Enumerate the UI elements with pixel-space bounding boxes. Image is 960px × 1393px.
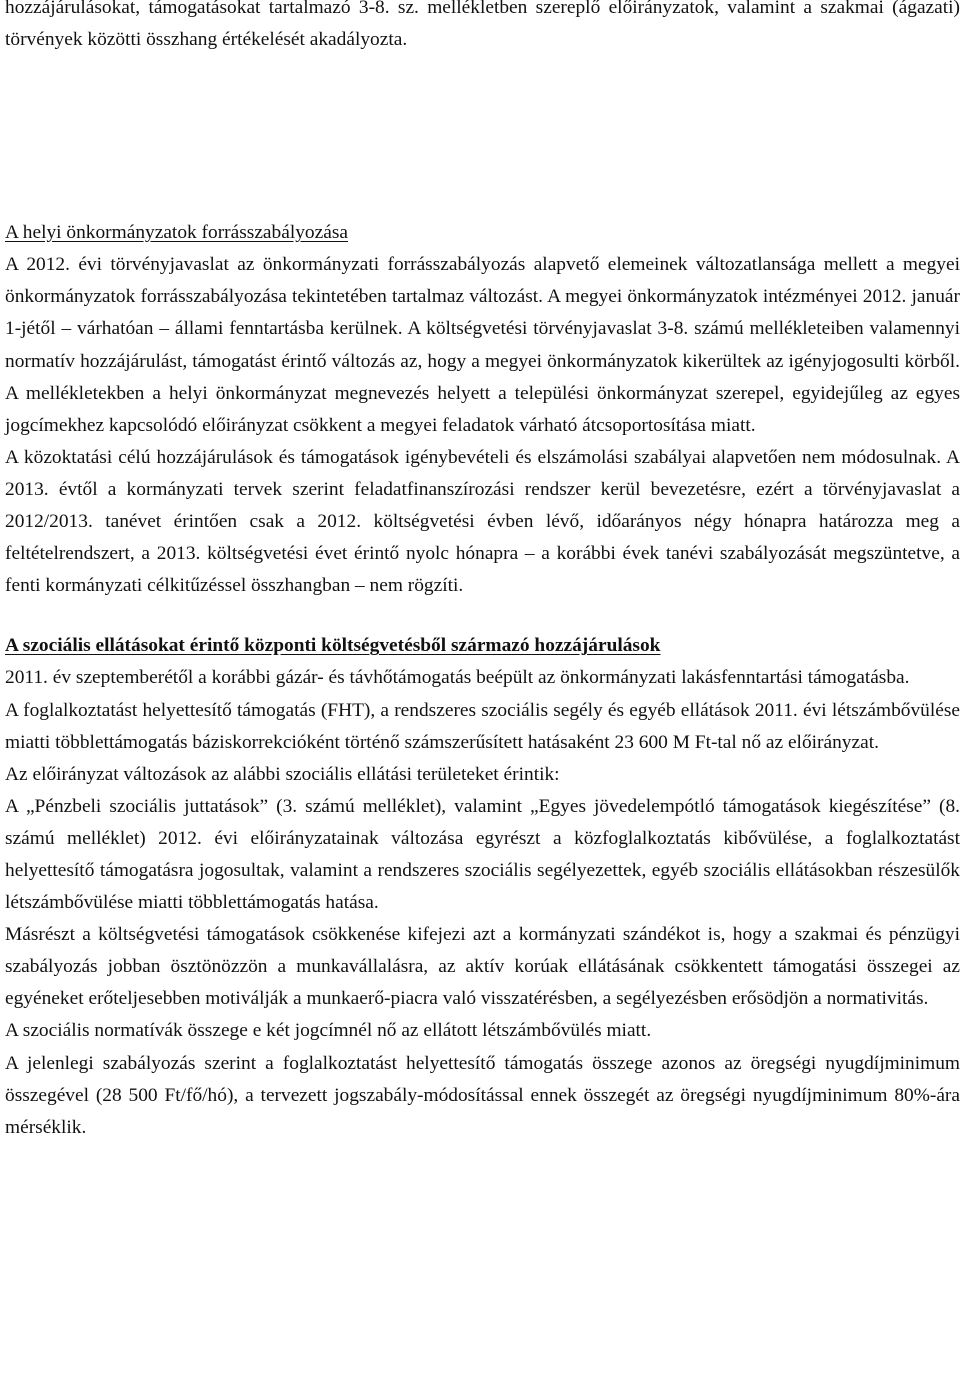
section-heading-local-government-funding: A helyi önkormányzatok forrásszabályozása	[5, 222, 348, 244]
paragraph-normative-amounts: A szociális normatívák összege e két jogcímnél nő az ellátott létszámbővülés miatt.	[5, 1020, 652, 1042]
paragraph-gas-heating-subsidy: 2011. év szeptemberétől a korábbi gázár- és távhőtámogatás beépült az önkormányzati lakásfenntartási támogatásba.	[5, 667, 910, 689]
section-heading-social-benefits: A szociális ellátásokat érintő központi költségvetésből származó hozzájárulások	[5, 635, 661, 657]
paragraph-intro-continuation: hozzájárulásokat, támogatásokat tartalmazó 3-8. sz. mellékletben szereplő előirányzatok, valamint a szakmai (ágazati) törvények közötti összhang értékelését akadályozta.	[5, 0, 960, 51]
paragraph-funding-changes: A 2012. évi törvényjavaslat az önkormányzati forrásszabályozás alapvető elemeinek változatlansága mellett a megyei önkormányzatok forrásszabályozása tekintetében tartalmaz változást. A megyei önkormányzatok intézményei 2012. január 1-jétől – várhatóan – állami fenntartásba kerülnek. A költségvetési törvényjavaslat 3-8. számú mellékleteiben valamennyi normatív hozzájárulást, támogatást érintő változás az, hogy a megyei önkormányzatok kikerültek az igényjogosulti körből. A mellékletekben a helyi önkormányzat megnevezés helyett a települési önkormányzat szerepel, egyidejűleg az egyes jogcímekhez kapcsolódó előirányzat csökkent a megyei feladatok várható átcsoportosítása miatt.	[5, 254, 960, 436]
paragraph-affected-areas: Az előirányzat változások az alábbi szociális ellátási területeket érintik:	[5, 763, 560, 785]
paragraph-education-contributions: A közoktatási célú hozzájárulások és támogatások igénybevételi és elszámolási szabályai alapvetően nem módosulnak. A 2013. évtől a kormányzati tervek szerint feladatfinanszírozási rendszer kerül bevezetésre, ezért a törvényjavaslat a 2012/2013. tanévet érintően csak a 2012. költségvetési évben lévő, időarányos négy hónapra határozza meg a feltételrendszert, a 2013. költségvetési évet érintő nyolc hónapra – a korábbi évek tanévi szabályozását megszüntetve, a fenti kormányzati célkitűzéssel összhangban – nem rögzíti.	[5, 446, 960, 597]
paragraph-current-regulation: A jelenlegi szabályozás szerint a foglalkoztatást helyettesítő támogatás összege azonos az öregségi nyugdíjminimum összegével (28 500 Ft/fő/hó), a tervezett jogszabály-módosítással ennek összegét az öregségi nyugdíjminimum 80%-ára mérséklik.	[5, 1052, 960, 1138]
section-gap	[5, 56, 960, 217]
section-gap	[5, 602, 960, 630]
paragraph-fht-allowance: A foglalkoztatást helyettesítő támogatás (FHT), a rendszeres szociális segély és egyéb ellátások 2011. évi létszámbővülése miatti többlettámogatás báziskorrekcióként történő számszerűsített hatásaként 23 600 M Ft-tal nő az előirányzat.	[5, 699, 960, 753]
paragraph-cash-benefits: A „Pénzbeli szociális juttatások” (3. számú melléklet), valamint „Egyes jövedelempótló támogatások kiegészítése” (8. számú melléklet) 2012. évi előirányzatainak változása egyrészt a közfoglalkoztatás kibővülése, a foglalkoztatást helyettesítő támogatásra jogosultak, valamint a rendszeres szociális segélyezettek, egyéb szociális ellátásokban részesülők létszámbővülése miatti többlettámogatás hatása.	[5, 795, 960, 914]
document-page	[5, 0, 960, 1144]
paragraph-budget-reduction: Másrészt a költségvetési támogatások csökkenése kifejezi azt a kormányzati szándékot is, hogy a szakmai és pénzügyi szabályozás jobban ösztönözzön a munkavállalásra, az aktív korúak ellátásának csökkentett támogatási összegei az egyéneket erőteljesebben motiválják a munkaerő-piacra való visszatérésben, a segélyezésben erősödjön a normativitás.	[5, 924, 960, 1010]
